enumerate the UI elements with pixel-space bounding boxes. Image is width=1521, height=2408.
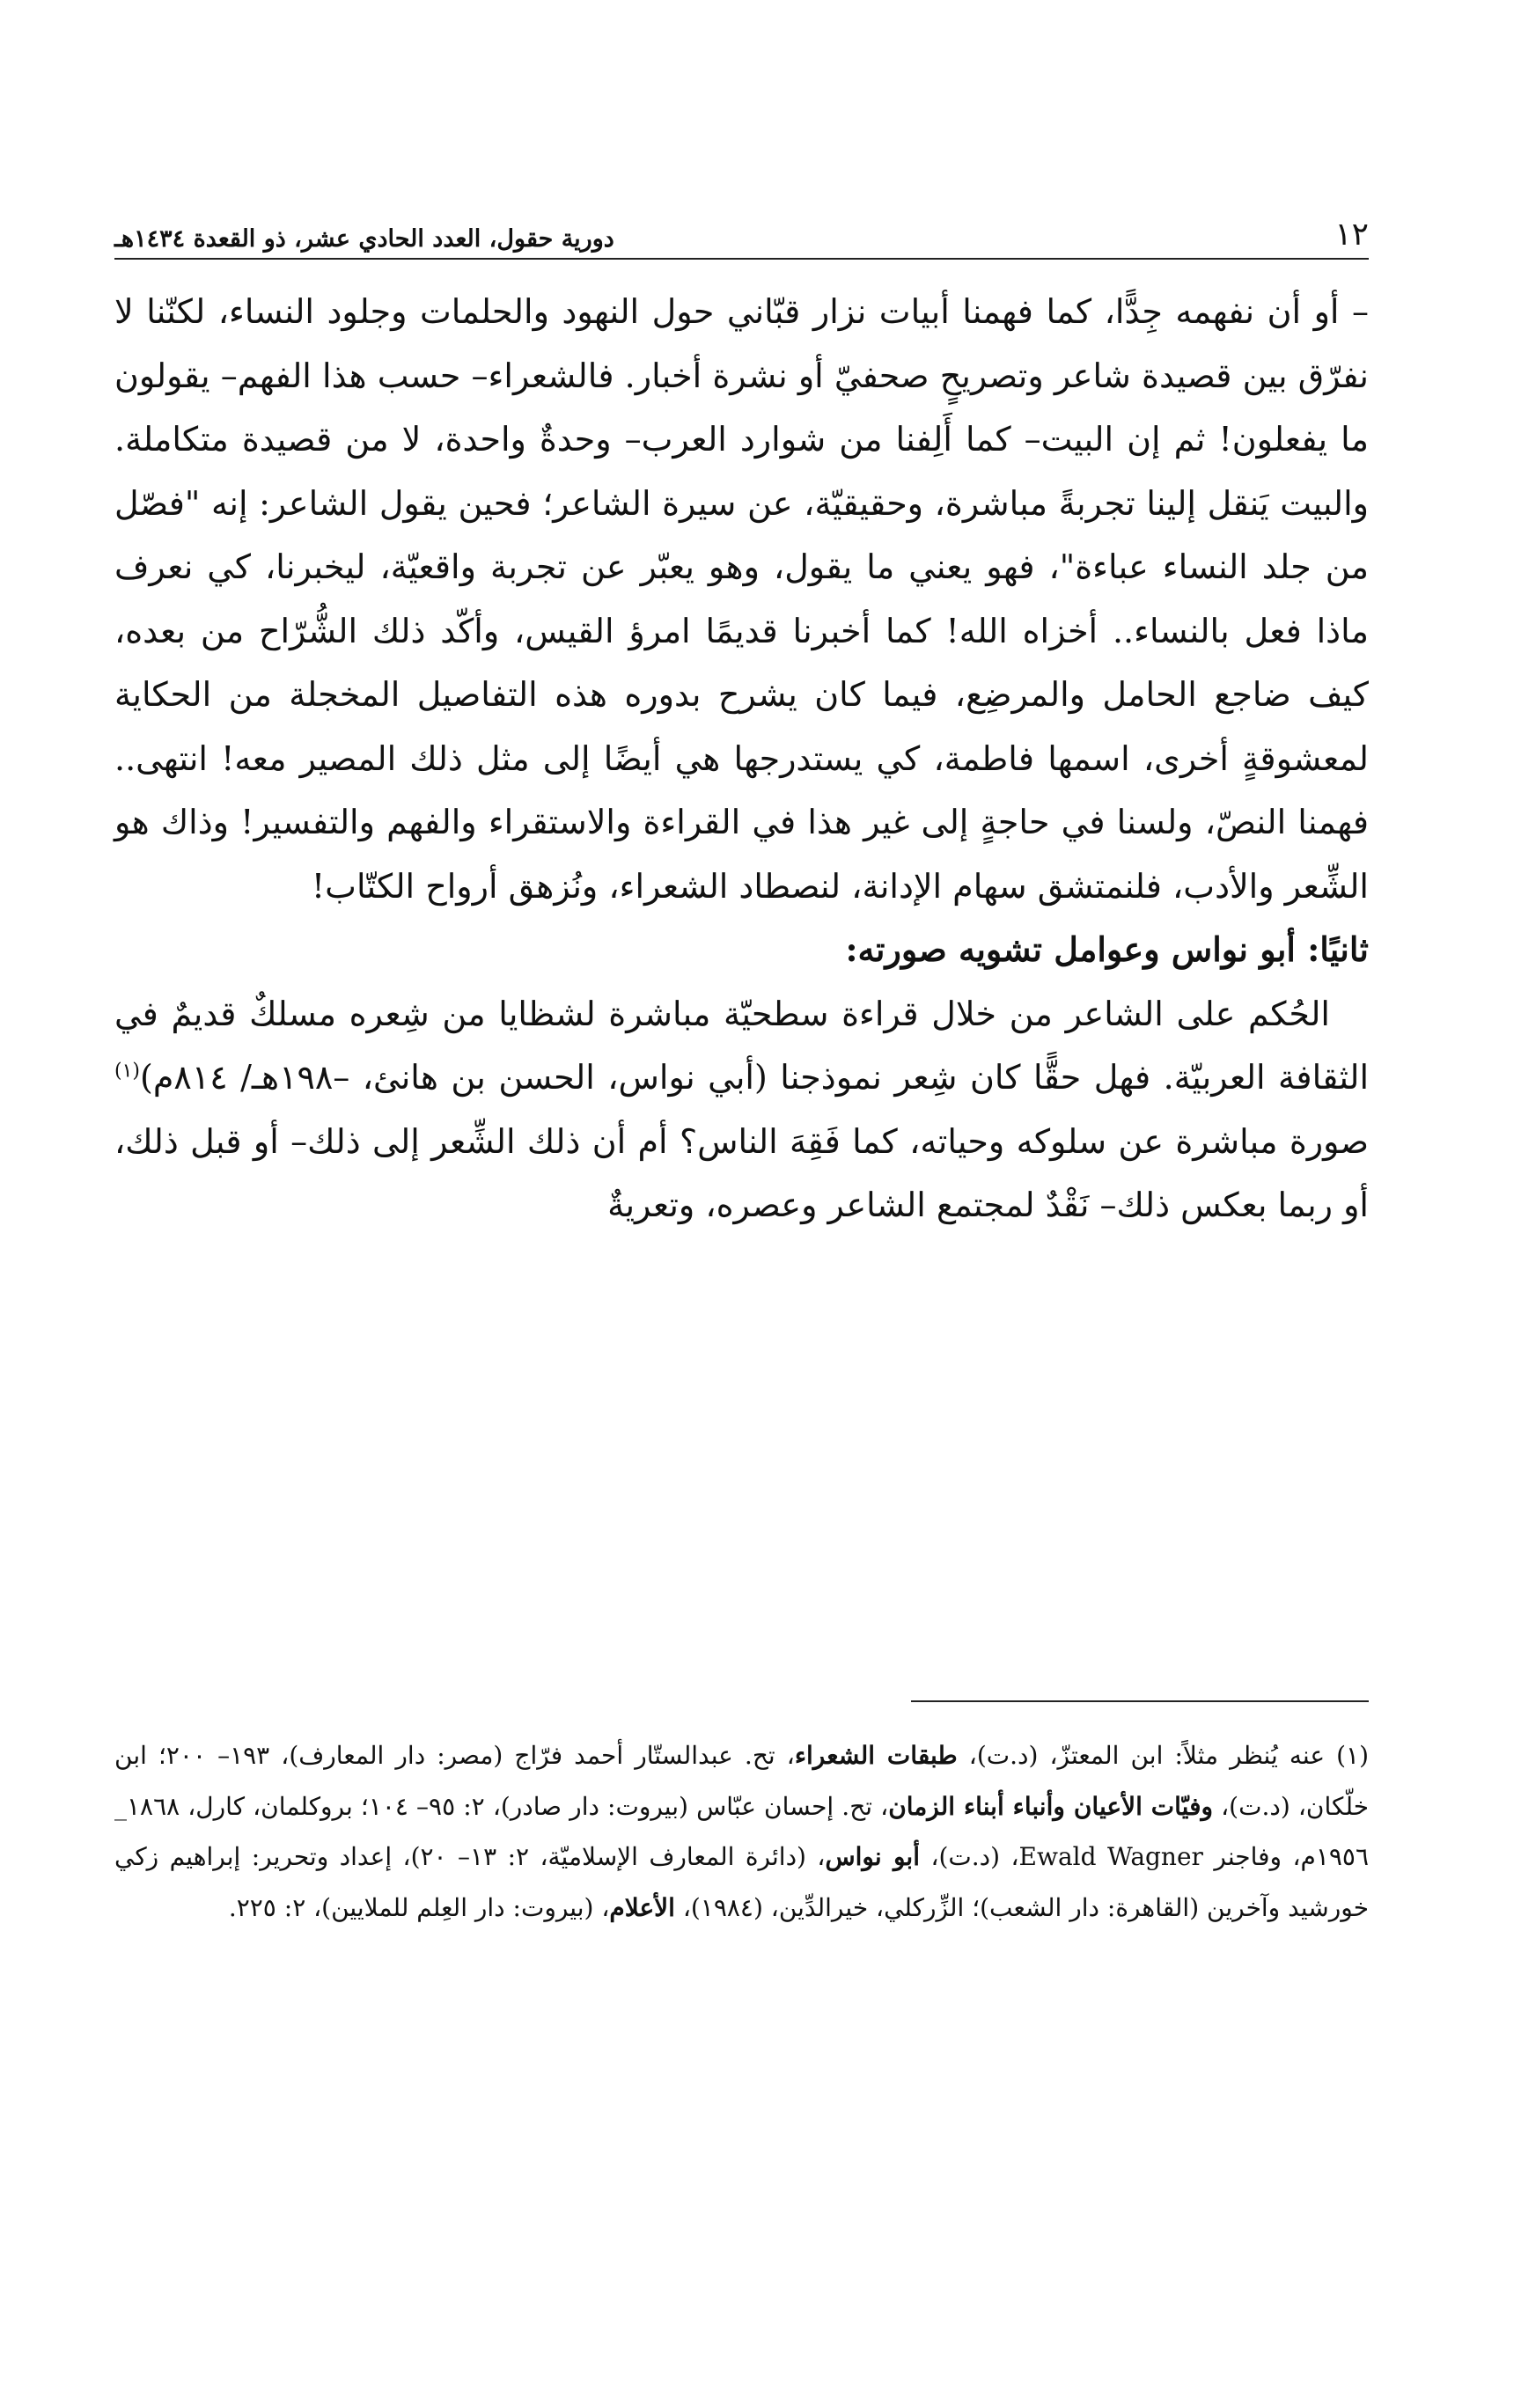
journal-title: دورية حقول، العدد الحادي عشر، ذو القعدة ١٤٣٤هـ bbox=[114, 225, 614, 253]
footnote-book-title-1: طبقات الشعراء bbox=[794, 1741, 958, 1770]
header-divider bbox=[114, 258, 1369, 260]
footnote-divider bbox=[911, 1700, 1369, 1702]
footnote-text-1: (١) عنه يُنظر مثلاً: ابن المعتزّ، (د.ت)، bbox=[957, 1741, 1370, 1770]
paragraph-2 bbox=[114, 982, 1369, 1237]
running-header bbox=[114, 198, 1369, 251]
footnote-book-title-3: أبو نواس bbox=[825, 1842, 920, 1871]
footnote-text-5: ، (بيروت: دار العِلم للملايين)، ٢: ٢٢٥. bbox=[228, 1892, 610, 1922]
footnote-text-2: ، تح. عبدالستّار أحمد فرّاج (مصر: دار المعارف)، ١٩٣– ٢٠٠؛ ابن خلّكان، (د.ت)، bbox=[114, 1741, 1370, 1821]
main-text bbox=[114, 280, 1369, 1237]
footnote-book-title-4: الأعلام bbox=[609, 1892, 675, 1922]
footnotes bbox=[114, 1730, 1369, 1933]
footnote-book-title-2: وفيّات الأعيان وأنباء أبناء الزمان bbox=[888, 1791, 1214, 1821]
paragraph-1: – أو أن نفهمه جِدًّا، كما فهمنا أبيات نزار قبّاني حول النهود والحلمات وجلود النساء، لكنّنا لا نفرّق بين قصيدة شاعر وتصريحٍ صحفيّ أو نشرة أخبار. فالشعراء– حسب هذا الفهم– يقولون ما يفعلون! ثم إن البيت– كما أَلِفنا من شوارد العرب– وحدةٌ واحدة، لا من قصيدة متكاملة. والبيت يَنقل إلينا تجربةً مباشرة، وحقيقيّة، عن سيرة الشاعر؛ فحين يقول الشاعر: إنه "فصّل من جلد النساء عباءة"، فهو يعني ما يقول، وهو يعبّر عن تجربة واقعيّة، ليخبرنا، كي نعرف ماذا فعل بالنساء.. أخزاه الله! كما أخبرنا قديمًا امرؤ القيس، وأكّد ذلك الشُّرّاح من بعده، كيف ضاجع الحامل والمرضِع، فيما كان يشرح بدوره هذه التفاصيل المخجلة من الحكاية لمعشوقةٍ أخرى، اسمها فاطمة، كي يستدرجها هي أيضًا إلى مثل ذلك المصير معه! انتهى.. فهمنا النصّ، ولسنا في حاجةٍ إلى غير هذا في القراءة والاستقراء والفهم والتفسير! وذاك هو الشِّعر والأدب، فلنمتشق سهام الإدانة، لنصطاد الشعراء، ونُزهق أرواح الكتّاب! bbox=[114, 292, 1369, 906]
paragraph-2-text-a: الحُكم على الشاعر من خلال قراءة سطحيّة مباشرة لشظايا من شِعره مسلكٌ قديمٌ في الثقافة العربيّة. فهل حقًّا كان شِعر نموذجنا (أبي نواس، الحسن بن هانئ، –١٩٨هـ/ ٨١٤م) bbox=[114, 994, 1370, 1097]
footnote-reference[interactable]: (١) bbox=[114, 1060, 141, 1083]
footnote-text-4: ، (دائرة المعارف الإسلاميّة، ٢: ١٣– ٢٠)، إعداد وتحرير: إبراهيم زكي خورشيد وآخرين (القاهرة: دار الشعب)؛ الزِّركلي، خيرالدِّين، (١٩٨٤)، bbox=[114, 1842, 1369, 1922]
paragraph-2-text-b: صورة مباشرة عن سلوكه وحياته، كما فَقِهَ الناس؟ أم أن ذلك الشِّعر إلى ذلك– أو قبل ذلك، أو ربما بعكس ذلك– نَقْدٌ لمجتمع الشاعر وعصره، وتعريةٌ bbox=[114, 1121, 1369, 1224]
footnote-1 bbox=[114, 1730, 1369, 1933]
page-number: ١٢ bbox=[1334, 217, 1369, 253]
section-heading: ثانيًا: أبو نواس وعوامل تشويه صورته: bbox=[845, 929, 1369, 969]
footnote-text-3: ، تح. إحسان عبّاس (بيروت: دار صادر)، ٢: ٩٥– ١٠٤؛ بروكلمان، كارل، ١٨٦٨_ ١٩٥٦م، وفاجنر Ewald Wagner، (د.ت)، bbox=[114, 1791, 1369, 1871]
